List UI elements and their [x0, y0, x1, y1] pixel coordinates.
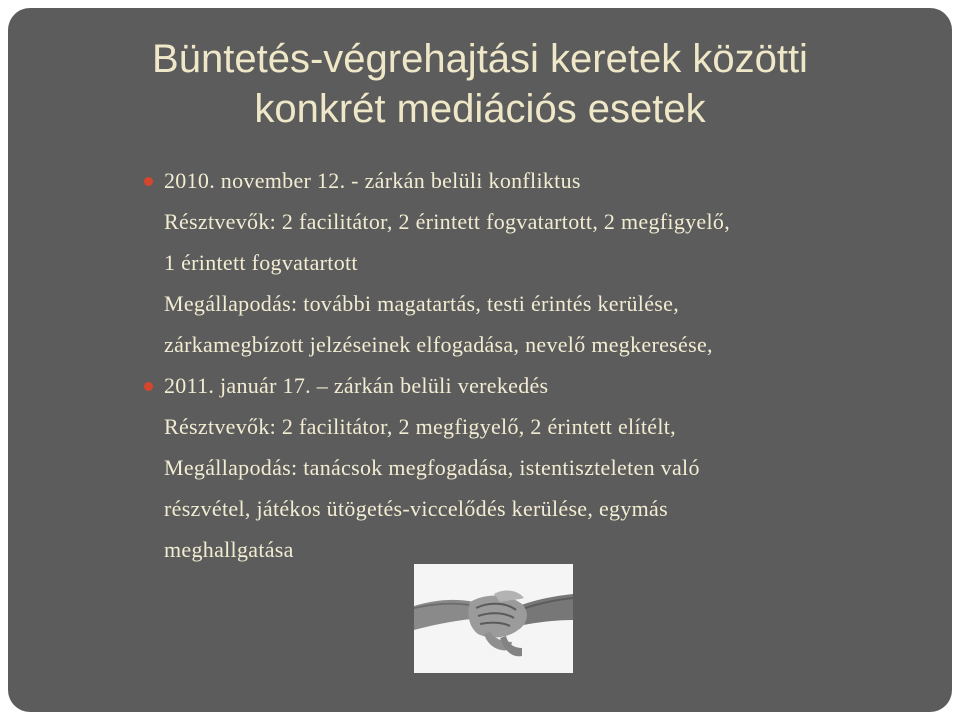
handshake-icon	[414, 564, 573, 673]
slide-title-line-2: konkrét mediációs esetek	[254, 87, 706, 131]
slide-title	[8, 34, 952, 134]
handshake-photo	[414, 564, 573, 673]
slide-body	[164, 160, 924, 570]
agreement-2011-line-3: meghallgatása	[164, 537, 294, 562]
bullet-case-2010: 2010. november 12. - zárkán belüli konfliktus	[164, 160, 924, 201]
bullet-case-2011: 2011. január 17. – zárkán belüli verekedés	[164, 365, 924, 406]
slide	[8, 8, 952, 712]
agreement-2010-line-1: Megállapodás: további magatartás, testi érintés kerülése,	[164, 291, 679, 316]
agreement-2011-line-1: Megállapodás: tanácsok megfogadása, istentiszteleten való	[164, 455, 700, 480]
participants-2010-line-2: 1 érintett fogvatartott	[164, 250, 358, 275]
participants-2010-line-1: Résztvevők: 2 facilitátor, 2 érintett fogvatartott, 2 megfigyelő,	[164, 209, 731, 234]
agreement-2010-line-2: zárkamegbízott jelzéseinek elfogadása, nevelő megkeresése,	[164, 332, 713, 357]
participants-2011: Résztvevők: 2 facilitátor, 2 megfigyelő, 2 érintett elítélt,	[164, 414, 676, 439]
slide-title-line-1: Büntetés-végrehajtási keretek közötti	[152, 37, 808, 81]
agreement-2011-line-2: részvétel, játékos ütögetés-viccelődés kerülése, egymás	[164, 496, 668, 521]
